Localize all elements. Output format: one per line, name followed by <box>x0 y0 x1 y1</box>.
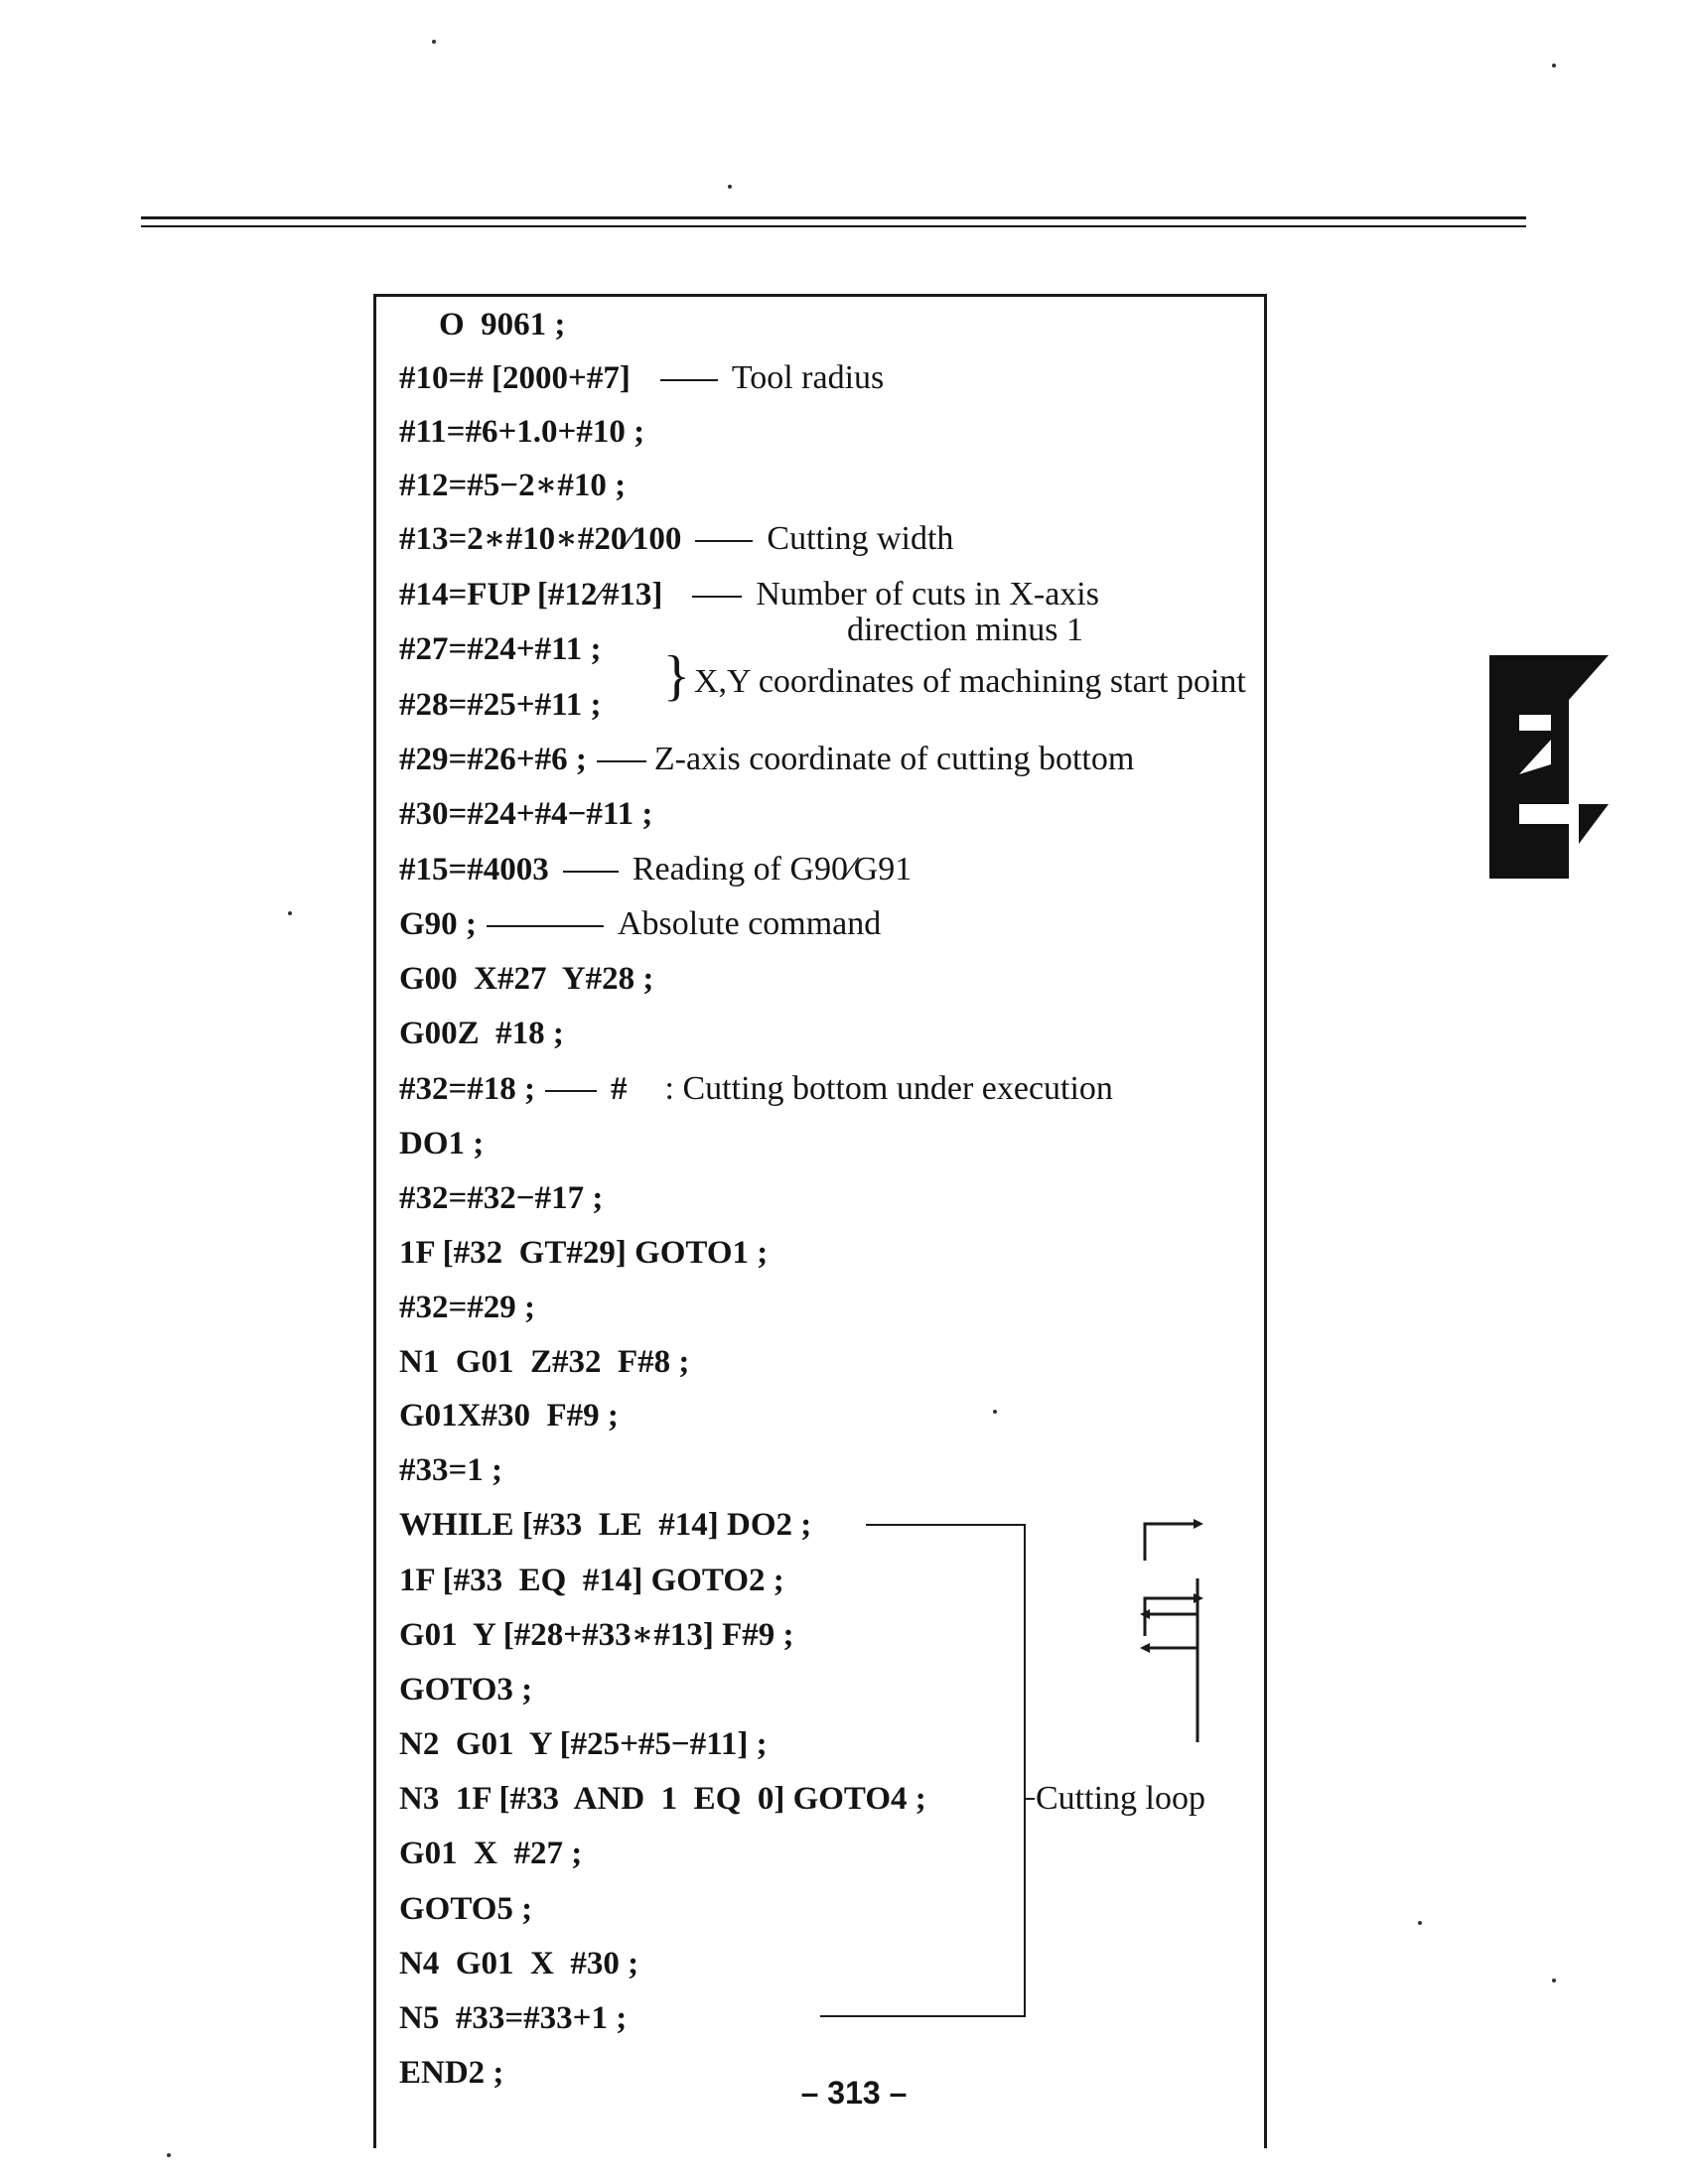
scan-speck <box>728 185 732 189</box>
scan-speck <box>993 1410 997 1414</box>
annotation-xy-start: X,Y coordinates of machining start point <box>694 663 1246 700</box>
program-line: DO1 ; <box>399 1126 485 1161</box>
annotation-absolute: Absolute command <box>617 905 882 942</box>
program-box-top <box>373 294 1267 297</box>
scan-speck <box>432 40 436 44</box>
program-line: #28=#25+#11 ; <box>399 687 602 723</box>
annotation-num-cuts-2: direction minus 1 <box>847 612 1083 648</box>
program-line: #12=#5−2∗#10 ; <box>399 468 627 503</box>
program-line: GOTO5 ; <box>399 1891 533 1927</box>
leader-line <box>545 1090 597 1092</box>
annotation-z-bottom: Z-axis coordinate of cutting bottom <box>653 741 1135 777</box>
program-line: #32=#32−#17 ; <box>399 1180 604 1216</box>
program-line: N2 G01 Y [#25+#5−#11] ; <box>399 1726 768 1762</box>
program-line: O 9061 ; <box>439 307 566 342</box>
scan-speck <box>167 2153 171 2157</box>
scan-speck <box>1552 1979 1556 1982</box>
leader-line <box>692 596 742 598</box>
cutting-path-icon <box>1132 1509 1211 1747</box>
program-line: #29=#26+#6 ; Z-axis coordinate of cutting bottom <box>399 741 1135 777</box>
program-line: 1F [#33 EQ #14] GOTO2 ; <box>399 1563 784 1598</box>
leader-line <box>695 540 753 542</box>
leader-line <box>563 871 619 873</box>
scan-speck <box>1418 1921 1422 1925</box>
chapter-tab-icon <box>1489 655 1609 879</box>
annotation-tool-radius: Tool radius <box>731 359 885 396</box>
annotation-num-cuts: Number of cuts in X-axis <box>756 576 1099 613</box>
loop-bracket-tick <box>1025 1798 1035 1800</box>
annotation-cutting-bottom-exec: : Cutting bottom under execution <box>664 1070 1113 1107</box>
program-line: #10=# [2000+#7] Tool radius <box>399 359 885 396</box>
program-line: GOTO3 ; <box>399 1672 533 1707</box>
program-line: N5 #33=#33+1 ; <box>399 2000 628 2036</box>
program-line: N4 G01 X #30 ; <box>399 1946 639 1981</box>
loop-bracket-vertical <box>1024 1524 1026 2016</box>
page-number: – 313 – <box>800 2075 908 2111</box>
leader-line <box>487 925 604 927</box>
program-line: 1F [#32 GT#29] GOTO1 ; <box>399 1235 769 1271</box>
leader-line <box>660 379 718 381</box>
hash-mark: # <box>611 1071 628 1107</box>
program-box-left <box>373 294 376 2148</box>
leader-line <box>597 760 646 762</box>
annotation-cutting-loop: Cutting loop <box>1036 1780 1205 1817</box>
program-line: N1 G01 Z#32 F#8 ; <box>399 1344 690 1380</box>
program-line: #11=#6+1.0+#10 ; <box>399 414 645 450</box>
program-line: G00Z #18 ; <box>399 1016 564 1051</box>
program-line: G01 Y [#28+#33∗#13] F#9 ; <box>399 1617 794 1653</box>
program-box-right <box>1264 294 1267 2148</box>
loop-bracket-top <box>866 1524 1025 1526</box>
program-line: #32=#29 ; <box>399 1290 536 1325</box>
program-line: #13=2∗#10∗#20∕100 Cutting width <box>399 520 954 557</box>
program-line: #14=FUP [#12∕#13] Number of cuts in X-axis <box>399 576 1099 613</box>
program-line: #27=#24+#11 ; <box>399 631 602 667</box>
annotation-reading-g90: Reading of G90∕G91 <box>632 851 913 887</box>
program-line: G01 X #27 ; <box>399 1836 583 1871</box>
program-line: #30=#24+#4−#11 ; <box>399 796 653 832</box>
program-line: G01X#30 F#9 ; <box>399 1398 619 1433</box>
program-line: #32=#18 ; # : Cutting bottom under execution <box>399 1070 1113 1107</box>
program-line: G00 X#27 Y#28 ; <box>399 961 654 997</box>
loop-bracket-bottom <box>820 2015 1026 2017</box>
program-line: G90 ; Absolute command <box>399 905 882 942</box>
program-line: END2 ; <box>399 2055 504 2091</box>
header-rule-top <box>141 216 1526 219</box>
program-line: N3 1F [#33 AND 1 EQ 0] GOTO4 ; <box>399 1781 926 1817</box>
scan-speck <box>288 911 292 915</box>
program-line: #15=#4003 Reading of G90∕G91 <box>399 851 913 887</box>
brace: } <box>663 645 690 707</box>
program-line: WHILE [#33 LE #14] DO2 ; <box>399 1507 812 1543</box>
program-line: #33=1 ; <box>399 1452 503 1488</box>
annotation-cutting-width: Cutting width <box>767 520 954 557</box>
scan-speck <box>1552 64 1556 68</box>
header-rule-bottom <box>141 225 1526 227</box>
